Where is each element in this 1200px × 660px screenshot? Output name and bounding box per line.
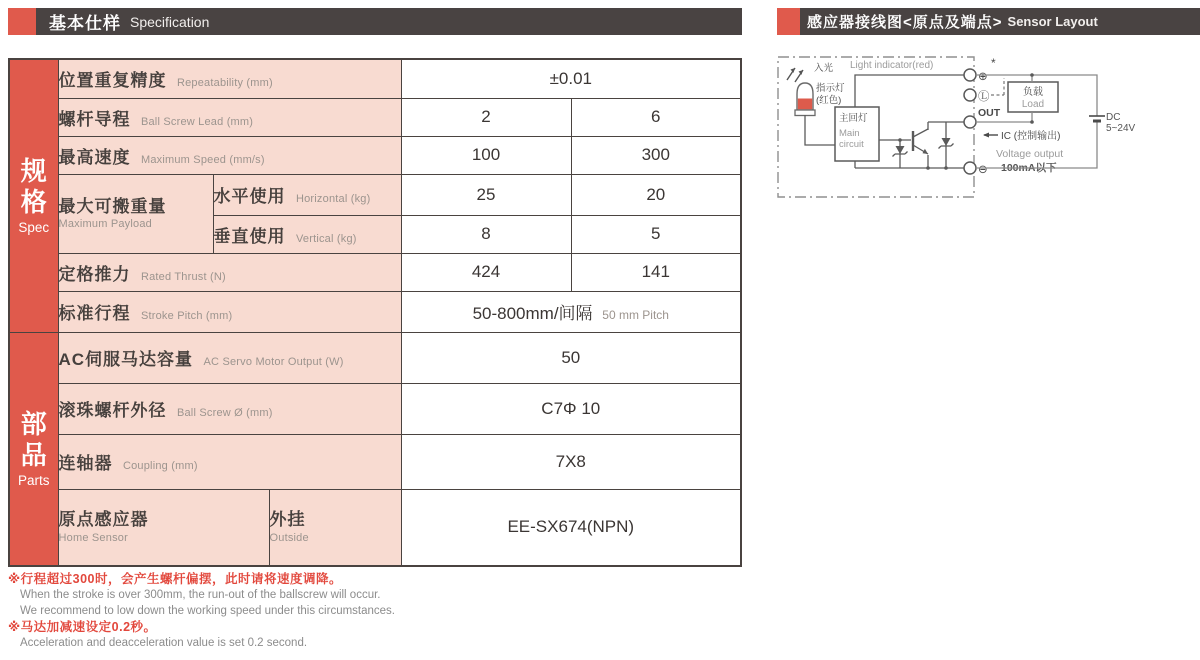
section-en: Parts: [17, 473, 50, 489]
section-char: 规: [20, 156, 47, 187]
value-home-sensor: EE-SX674(NPN): [401, 489, 741, 566]
led-label-indicator: 指示灯: [816, 83, 845, 94]
specification-header: [8, 8, 742, 35]
section-spec: [9, 59, 58, 332]
value-thrust-a: 424: [401, 253, 571, 291]
main-circuit-en-label-1: Main: [839, 128, 860, 139]
table-row: [9, 434, 741, 489]
load-cjk-label: 负载: [1023, 87, 1043, 98]
l-terminal-dashed-wire: [991, 78, 1004, 95]
led-indicator-icon: [787, 68, 815, 116]
row-label-repeatability: 位置重复精度 Repeatability (mm): [58, 59, 401, 98]
footnote-line: ※马达加减速设定0.2秒。: [8, 620, 157, 634]
junction-dot: [926, 166, 930, 170]
value-horizontal-a: 25: [401, 174, 571, 215]
sensor-layout-header: [777, 8, 1200, 35]
terminal-out-label: OUT: [978, 107, 1001, 119]
led-label-red: (红色): [816, 95, 842, 106]
table-row: [9, 136, 741, 174]
footnote-line: ※行程超过300时，会产生螺杆偏摆，此时请将速度调降。: [8, 572, 343, 586]
dc-label: DC: [1106, 112, 1121, 123]
led-label-light-in: 入光: [814, 63, 834, 74]
red-accent-square: [8, 8, 36, 35]
terminal-out-circle: [964, 116, 976, 128]
value-speed-a: 100: [401, 136, 571, 174]
value-horizontal-b: 20: [571, 174, 741, 215]
value-thrust-b: 141: [571, 253, 741, 291]
battery-icon: [1089, 116, 1105, 121]
junction-dot: [898, 138, 902, 142]
value-servo-output: 50: [401, 332, 741, 383]
current-limit-label: 100mA以下: [1001, 162, 1057, 174]
value-speed-b: 300: [571, 136, 741, 174]
value-vertical-a: 8: [401, 215, 571, 253]
sensor-layout-title-cjk: 感应器接线图<原点及端点>: [807, 14, 1003, 31]
table-row: [9, 383, 741, 434]
ic-arrow-icon: [983, 133, 998, 138]
table-row: [9, 253, 741, 291]
value-ball-screw-od: C7Φ 10: [401, 383, 741, 434]
row-label-home-sensor: 原点感应器 Home Sensor: [58, 489, 269, 566]
transistor-icon: [913, 129, 928, 154]
row-label-horizontal: 水平使用 Horizontal (kg): [213, 174, 401, 215]
junction-dot: [944, 166, 948, 170]
value-stroke: 50-800mm/间隔 50 mm Pitch: [401, 291, 741, 332]
specification-title-en: Specification: [130, 13, 210, 30]
value-coupling: 7X8: [401, 434, 741, 489]
table-row: [9, 98, 741, 136]
footnote-line: We recommend to low down the working speed under this circumstances.: [20, 604, 395, 617]
voltage-output-label: Voltage output: [996, 148, 1064, 160]
terminal-l-symbol: Ⓛ: [978, 91, 990, 103]
row-label-servo-output: AC伺服马达容量 AC Servo Motor Output (W): [58, 332, 401, 383]
sensor-layout-header-bar: [800, 8, 1200, 35]
specification-header-bar: [36, 8, 742, 35]
table-row: [9, 291, 741, 332]
footnote-line: When the stroke is over 300mm, the run-out of the ballscrew will occur.: [20, 589, 381, 601]
terminal-plus-circle: [964, 69, 976, 81]
row-label-stroke-pitch: 标准行程 Stroke Pitch (mm): [58, 291, 401, 332]
terminal-l-circle: [964, 89, 976, 101]
load-en-label: Load: [1021, 99, 1045, 110]
light-indicator-en-label: Light indicator(red): [850, 60, 934, 71]
junction-dot: [1030, 73, 1034, 77]
main-circuit-cjk-label: 主回灯: [839, 113, 868, 124]
table-row: [9, 489, 741, 566]
value-lead-b: 6: [571, 98, 741, 136]
specification-title-cjk: 基本仕样: [49, 14, 121, 33]
terminal-star: *: [991, 56, 996, 70]
sensor-wiring-diagram: [770, 50, 1200, 205]
row-label-rated-thrust: 定格推力 Rated Thrust (N): [58, 253, 401, 291]
section-char: 部: [20, 409, 47, 440]
footnotes: [8, 571, 748, 652]
section-char: 品: [20, 439, 47, 470]
row-label-max-payload: 最大可搬重量 Maximum Payload: [58, 174, 213, 253]
value-repeatability: ±0.01: [401, 59, 741, 98]
section-en: Spec: [18, 220, 50, 236]
value-vertical-b: 5: [571, 215, 741, 253]
section-parts: [9, 332, 58, 566]
row-label-coupling: 连轴器 Coupling (mm): [58, 434, 401, 489]
row-label-outside: 外挂 Outside: [269, 489, 401, 566]
row-label-ball-screw-od: 滚珠螺杆外径 Ball Screw Ø (mm): [58, 383, 401, 434]
specification-table: [8, 58, 742, 567]
row-label-vertical: 垂直使用 Vertical (kg): [213, 215, 401, 253]
section-char: 格: [20, 186, 47, 217]
terminal-minus-symbol: ⊖: [978, 164, 988, 176]
table-row: [9, 174, 741, 215]
sensor-layout-title-en: Sensor Layout: [1007, 14, 1098, 29]
main-circuit-en-label-2: circuit: [839, 139, 864, 150]
terminal-minus-circle: [964, 162, 976, 174]
value-lead-a: 2: [401, 98, 571, 136]
row-label-max-speed: 最高速度 Maximum Speed (mm/s): [58, 136, 401, 174]
junction-dot: [1030, 120, 1034, 124]
dc-voltage-label: 5~24V: [1106, 123, 1136, 134]
terminal-plus-symbol: ⊕: [978, 71, 988, 83]
table-row: [9, 59, 741, 98]
red-accent-square: [777, 8, 800, 35]
row-label-ball-screw-lead: 螺杆导程 Ball Screw Lead (mm): [58, 98, 401, 136]
ic-output-label: IC (控制输出): [1001, 131, 1061, 142]
table-row: [9, 332, 741, 383]
footnote-line: Acceleration and deacceleration value is set 0.2 second.: [20, 637, 308, 649]
